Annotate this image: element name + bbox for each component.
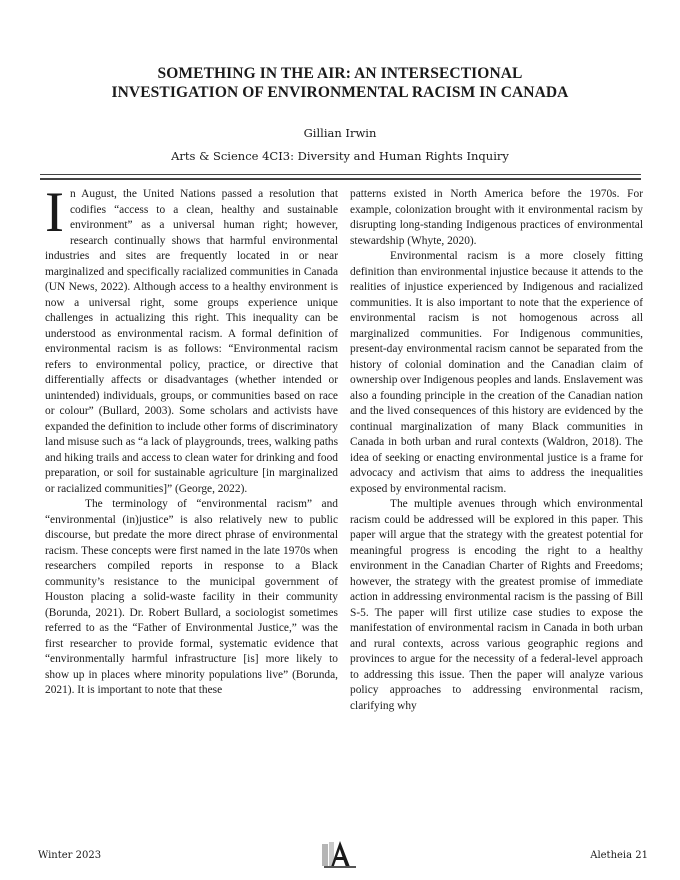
definition-paragraph: Environmental racism is a more closely fitting definition than environmental injustice because it attends to the realities of injustice experienced by Indigenous and racialized communities. It is also important to note that the experience of environmental racism is not homogenous across all marginalized communities. For Indigenous communities, present-day environmental racism cannot be separated from the history of colonial domination and the Canadian claim of ownership over Indigenous peoples and lands. Enslavement was also a founding principle in the creation of the Canadian nation and the lived consequences of this history are evidenced by the continual marginalization of many Black communities in Canada in both urban and rural contexts (Waldron, 2018). The idea of seeking or enacting environmental justice is a frame for advocacy and activism that aims to address the inequalities exposed by environmental racism.	[350, 250, 643, 495]
thesis-paragraph: The multiple avenues through which environmental racism could be addressed will be explored in this paper. This paper will argue that the strategy with the greatest potential for meaningful progress is encoding the right to a healthy environment in the Canadian Charter of Rights and Freedoms; however, the strategy with the greatest promise of immediate action in addressing environmental racism is the passing of Bill S-5. The paper will first utilize case studies to expose the manifestation of environmental racism in Canada in both urban and rural contexts, across various geographic regions and provinces to argue for the necessity of a federal-level approach to addressing this issue. Then the paper will analyze various policy approaches to addressing environmental racism, clarifying why	[350, 498, 643, 712]
header-divider-thin	[40, 174, 641, 175]
right-column	[350, 187, 643, 813]
course-line: Arts & Science 4CI3: Diversity and Human Rights Inquiry	[171, 149, 509, 163]
colonization-paragraph: patterns existed in North America before the 1970s. For example, colonization brought with it environmental racism by disrupting long-standing Indigenous practices of environmental stewardship (Whyte, 2020).	[350, 188, 643, 247]
aletheia-logo-icon	[320, 838, 360, 870]
footer-journal-page: Aletheia 21	[590, 850, 648, 861]
drop-cap: I	[45, 187, 64, 244]
left-column	[45, 187, 338, 813]
article-title: SOMETHING IN THE AIR: AN INTERSECTIONAL INVESTIGATION OF ENVIRONMENTAL RACISM IN CANADA	[111, 65, 569, 101]
footer-issue: Winter 2023	[38, 850, 102, 861]
terminology-paragraph: The terminology of “environmental racism” and “environmental (in)justice” is also relatively new to public discourse, but predate the more direct phrase of environmental racism. These concepts were first named in the late 1970s when researchers compiled reports in response to a Black community’s resistance to the municipal government of Houston placing a solid-waste facility in their community (Borunda, 2021). Dr. Robert Bullard, a sociologist sometimes referred to as the “Father of Environmental Justice,” was the first researcher to provide formal, systematic evidence that “environmentally harmful infrastructure [is] more likely to show up in places where minority populations live” (Borunda, 2021). It is important to note that these	[45, 498, 338, 696]
header-divider-thick	[40, 178, 641, 180]
author-name: Gillian Irwin	[303, 126, 377, 140]
intro-paragraph-text: n August, the United Nations passed a resolution that codifies “access to a clean, healthy and sustainable environment” as a universal human right; however, research continually shows that harmful environmental industries and sites are frequently located in or near marginalized and specifically racialized communities in Canada (UN News, 2022). Although access to a healthy environment is now a universal right, some groups experience unique challenges in actualizing this right. This inequality can be understood as environmental racism. A formal definition of environmental racism is as follows: “Environmental racism refers to environmental policy, practice, or directive that differentially affects or disadvantages (whether intended or unintended) individuals, groups, or communities based on race or colour” (Bullard, 2003). Some scholars and activists have expanded the definition to include other forms of discriminatory land misuse such as “a lack of playgrounds, trees, walking paths and hiking trails and access to clean water for drinking and food preparation, or soil for sustainable agriculture [in marginalized or racialized communities]” (George, 2022).	[45, 188, 338, 495]
intro-paragraph	[45, 187, 338, 497]
